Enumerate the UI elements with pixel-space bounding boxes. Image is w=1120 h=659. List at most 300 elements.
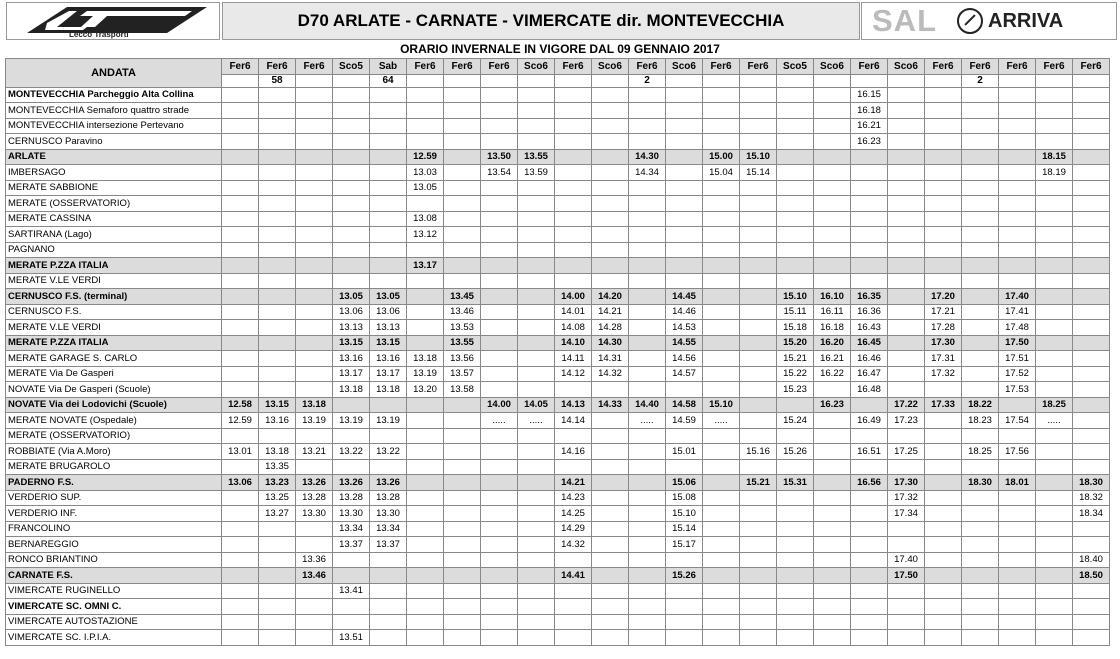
departure-time xyxy=(888,165,925,181)
departure-time xyxy=(814,258,851,274)
departure-time xyxy=(555,134,592,150)
departure-time xyxy=(777,614,814,630)
departure-time xyxy=(888,289,925,305)
departure-time xyxy=(925,506,962,522)
departure-time: 14.40 xyxy=(629,397,666,413)
departure-time xyxy=(814,165,851,181)
departure-time: 18.01 xyxy=(999,475,1036,491)
departure-time: 14.58 xyxy=(666,397,703,413)
departure-time: 18.30 xyxy=(962,475,999,491)
departure-time xyxy=(703,599,740,615)
departure-time xyxy=(999,490,1036,506)
departure-time xyxy=(740,366,777,382)
departure-time xyxy=(999,149,1036,165)
departure-time xyxy=(444,521,481,537)
departure-time xyxy=(555,459,592,475)
departure-time xyxy=(629,258,666,274)
departure-time xyxy=(814,475,851,491)
departure-time xyxy=(740,428,777,444)
departure-time xyxy=(777,227,814,243)
departure-time xyxy=(592,382,629,398)
departure-time xyxy=(370,568,407,584)
table-row xyxy=(6,537,1110,553)
departure-time xyxy=(999,630,1036,646)
departure-time xyxy=(518,180,555,196)
departure-time xyxy=(814,599,851,615)
departure-time xyxy=(666,382,703,398)
departure-time xyxy=(333,552,370,568)
departure-time xyxy=(592,134,629,150)
departure-time xyxy=(259,118,296,134)
departure-time: 18.34 xyxy=(1073,506,1110,522)
service-note xyxy=(444,74,481,87)
departure-time xyxy=(740,630,777,646)
departure-time xyxy=(259,599,296,615)
departure-time xyxy=(1073,351,1110,367)
departure-time: 15.26 xyxy=(777,444,814,460)
departure-time xyxy=(1073,180,1110,196)
departure-time xyxy=(999,227,1036,243)
departure-time xyxy=(1036,506,1073,522)
departure-time xyxy=(592,599,629,615)
departure-time: 13.30 xyxy=(370,506,407,522)
departure-time xyxy=(1036,196,1073,212)
stop-name: MERATE V.LE VERDI xyxy=(6,273,222,289)
departure-time xyxy=(222,196,259,212)
departure-time xyxy=(962,366,999,382)
service-type-header: Fer6 xyxy=(481,59,518,75)
departure-time xyxy=(370,258,407,274)
departure-time xyxy=(296,428,333,444)
departure-time: 13.19 xyxy=(407,366,444,382)
departure-time xyxy=(703,87,740,103)
departure-time: 18.19 xyxy=(1036,165,1073,181)
departure-time xyxy=(592,196,629,212)
departure-time: 15.08 xyxy=(666,490,703,506)
departure-time xyxy=(333,568,370,584)
departure-time: 13.25 xyxy=(259,490,296,506)
departure-time xyxy=(592,506,629,522)
departure-time xyxy=(666,273,703,289)
stop-name: MERATE Via De Gasperi xyxy=(6,366,222,382)
departure-time xyxy=(407,614,444,630)
departure-time xyxy=(370,87,407,103)
departure-time: 15.31 xyxy=(777,475,814,491)
departure-time xyxy=(888,351,925,367)
departure-time xyxy=(629,366,666,382)
departure-time xyxy=(703,506,740,522)
departure-time xyxy=(592,242,629,258)
sal-logo: SAL xyxy=(872,3,937,38)
departure-time xyxy=(555,87,592,103)
departure-time: 15.22 xyxy=(777,366,814,382)
departure-time xyxy=(962,134,999,150)
departure-time: 13.55 xyxy=(444,335,481,351)
departure-time xyxy=(370,149,407,165)
departure-time xyxy=(296,149,333,165)
departure-time xyxy=(259,583,296,599)
departure-time xyxy=(481,304,518,320)
departure-time xyxy=(481,118,518,134)
departure-time xyxy=(481,335,518,351)
departure-time xyxy=(407,397,444,413)
departure-time xyxy=(999,459,1036,475)
departure-time xyxy=(851,428,888,444)
departure-time xyxy=(851,614,888,630)
departure-time xyxy=(740,351,777,367)
table-row xyxy=(6,382,1110,398)
departure-time xyxy=(370,273,407,289)
departure-time xyxy=(999,568,1036,584)
departure-time xyxy=(925,444,962,460)
service-note xyxy=(666,74,703,87)
departure-time xyxy=(999,196,1036,212)
departure-time: 17.48 xyxy=(999,320,1036,336)
timetable-subtitle: ORARIO INVERNALE IN VIGORE DAL 09 GENNAIO 2017 xyxy=(400,42,720,56)
service-note xyxy=(296,74,333,87)
service-type-header: Sco6 xyxy=(518,59,555,75)
departure-time xyxy=(518,273,555,289)
departure-time xyxy=(1073,134,1110,150)
stop-name: MONTEVECCHIA intersezione Pertevano xyxy=(6,118,222,134)
departure-time xyxy=(1036,537,1073,553)
stop-name: MERATE P.ZZA ITALIA xyxy=(6,335,222,351)
departure-time xyxy=(999,118,1036,134)
departure-time xyxy=(481,444,518,460)
departure-time xyxy=(703,428,740,444)
departure-time xyxy=(703,134,740,150)
departure-time xyxy=(1036,630,1073,646)
departure-time xyxy=(851,196,888,212)
departure-time xyxy=(925,196,962,212)
departure-time: 17.50 xyxy=(888,568,925,584)
departure-time xyxy=(962,599,999,615)
direction-label: ANDATA xyxy=(6,59,222,88)
service-note xyxy=(777,74,814,87)
service-note xyxy=(851,74,888,87)
departure-time: 14.28 xyxy=(592,320,629,336)
departure-time xyxy=(296,211,333,227)
departure-time xyxy=(999,242,1036,258)
departure-time xyxy=(518,134,555,150)
departure-time xyxy=(777,583,814,599)
departure-time xyxy=(222,552,259,568)
stop-name: VIMERCATE RUGINELLO xyxy=(6,583,222,599)
departure-time xyxy=(1073,397,1110,413)
departure-time: 14.21 xyxy=(555,475,592,491)
departure-time: 14.32 xyxy=(592,366,629,382)
service-type-header: Fer6 xyxy=(703,59,740,75)
departure-time xyxy=(925,165,962,181)
departure-time xyxy=(666,196,703,212)
departure-time xyxy=(555,428,592,444)
departure-time: 15.00 xyxy=(703,149,740,165)
departure-time: 17.30 xyxy=(888,475,925,491)
departure-time xyxy=(518,521,555,537)
service-type-header: Sco5 xyxy=(333,59,370,75)
departure-time: 13.05 xyxy=(333,289,370,305)
table-row xyxy=(6,366,1110,382)
departure-time xyxy=(851,599,888,615)
service-type-header: Fer6 xyxy=(740,59,777,75)
table-row xyxy=(6,521,1110,537)
departure-time xyxy=(1073,366,1110,382)
departure-time xyxy=(222,165,259,181)
departure-time xyxy=(888,273,925,289)
departure-time xyxy=(1073,304,1110,320)
table-row xyxy=(6,459,1110,475)
departure-time: 15.01 xyxy=(666,444,703,460)
departure-time xyxy=(259,351,296,367)
departure-time xyxy=(1073,537,1110,553)
departure-time xyxy=(629,320,666,336)
departure-time xyxy=(629,87,666,103)
table-row xyxy=(6,552,1110,568)
departure-time: 13.55 xyxy=(518,149,555,165)
departure-time xyxy=(333,103,370,119)
departure-time xyxy=(703,242,740,258)
departure-time: 17.51 xyxy=(999,351,1036,367)
departure-time xyxy=(296,134,333,150)
departure-time xyxy=(703,335,740,351)
departure-time xyxy=(481,103,518,119)
departure-time xyxy=(1073,459,1110,475)
departure-time: 16.56 xyxy=(851,475,888,491)
table-row xyxy=(6,490,1110,506)
departure-time xyxy=(259,568,296,584)
departure-time xyxy=(592,258,629,274)
departure-time: 14.57 xyxy=(666,366,703,382)
departure-time xyxy=(925,118,962,134)
departure-time xyxy=(1073,630,1110,646)
departure-time xyxy=(814,242,851,258)
departure-time xyxy=(814,227,851,243)
departure-time xyxy=(333,614,370,630)
departure-time xyxy=(222,490,259,506)
service-note xyxy=(222,74,259,87)
departure-time: 16.18 xyxy=(814,320,851,336)
departure-time xyxy=(1036,289,1073,305)
departure-time xyxy=(518,304,555,320)
departure-time xyxy=(925,490,962,506)
service-type-header: Fer6 xyxy=(407,59,444,75)
departure-time xyxy=(222,614,259,630)
departure-time xyxy=(259,614,296,630)
departure-time xyxy=(333,149,370,165)
departure-time xyxy=(814,583,851,599)
departure-time xyxy=(925,87,962,103)
service-type-header: Sco6 xyxy=(814,59,851,75)
stop-name: NOVATE Via dei Lodovichi (Scuole) xyxy=(6,397,222,413)
departure-time xyxy=(925,552,962,568)
departure-time xyxy=(1073,87,1110,103)
table-row xyxy=(6,258,1110,274)
stop-name: CERNUSCO Paravino xyxy=(6,134,222,150)
departure-time xyxy=(481,614,518,630)
table-row xyxy=(6,335,1110,351)
departure-time xyxy=(629,630,666,646)
departure-time xyxy=(962,382,999,398)
departure-time xyxy=(962,211,999,227)
departure-time xyxy=(481,273,518,289)
departure-time: 13.30 xyxy=(296,506,333,522)
departure-time xyxy=(1036,490,1073,506)
arriva-logo xyxy=(957,8,1063,34)
departure-time xyxy=(518,490,555,506)
departure-time xyxy=(555,258,592,274)
departure-time xyxy=(592,273,629,289)
departure-time xyxy=(814,459,851,475)
departure-time xyxy=(888,304,925,320)
departure-time xyxy=(481,289,518,305)
departure-time xyxy=(629,289,666,305)
departure-time xyxy=(962,227,999,243)
departure-time: 13.18 xyxy=(407,351,444,367)
service-type-header: Sco5 xyxy=(777,59,814,75)
departure-time xyxy=(444,397,481,413)
departure-time xyxy=(407,630,444,646)
departure-time xyxy=(925,382,962,398)
departure-time xyxy=(888,537,925,553)
departure-time: 13.13 xyxy=(370,320,407,336)
departure-time xyxy=(518,242,555,258)
departure-time xyxy=(851,227,888,243)
departure-time xyxy=(333,180,370,196)
service-type-header: Fer6 xyxy=(962,59,999,75)
departure-time: 15.06 xyxy=(666,475,703,491)
service-type-header: Sco6 xyxy=(666,59,703,75)
departure-time: 18.30 xyxy=(1073,475,1110,491)
departure-time xyxy=(444,506,481,522)
departure-time xyxy=(222,599,259,615)
departure-time xyxy=(518,320,555,336)
stop-name: VIMERCATE AUTOSTAZIONE xyxy=(6,614,222,630)
departure-time xyxy=(333,242,370,258)
departure-time: 17.40 xyxy=(999,289,1036,305)
departure-time xyxy=(1073,382,1110,398)
departure-time xyxy=(481,382,518,398)
departure-time xyxy=(518,459,555,475)
departure-time: 17.32 xyxy=(888,490,925,506)
departure-time xyxy=(888,242,925,258)
departure-time xyxy=(259,521,296,537)
departure-time xyxy=(740,258,777,274)
departure-time xyxy=(740,490,777,506)
departure-time xyxy=(259,149,296,165)
departure-time xyxy=(1073,413,1110,429)
departure-time xyxy=(740,335,777,351)
departure-time xyxy=(518,351,555,367)
departure-time: 17.53 xyxy=(999,382,1036,398)
departure-time xyxy=(481,537,518,553)
departure-time xyxy=(333,428,370,444)
departure-time xyxy=(666,103,703,119)
departure-time xyxy=(370,599,407,615)
departure-time xyxy=(407,599,444,615)
stop-name: CERNUSCO F.S. xyxy=(6,304,222,320)
departure-time xyxy=(555,103,592,119)
departure-time xyxy=(999,521,1036,537)
departure-time: ..... xyxy=(629,413,666,429)
departure-time xyxy=(740,506,777,522)
departure-time xyxy=(444,552,481,568)
departure-time xyxy=(888,599,925,615)
departure-time xyxy=(444,537,481,553)
departure-time xyxy=(629,335,666,351)
timetable xyxy=(5,58,1110,646)
departure-time xyxy=(999,428,1036,444)
departure-time: 13.21 xyxy=(296,444,333,460)
departure-time xyxy=(888,320,925,336)
departure-time: 13.46 xyxy=(296,568,333,584)
departure-time xyxy=(592,475,629,491)
departure-time: 13.01 xyxy=(222,444,259,460)
departure-time xyxy=(444,87,481,103)
table-row xyxy=(6,583,1110,599)
departure-time xyxy=(851,490,888,506)
departure-time: 17.21 xyxy=(925,304,962,320)
departure-time xyxy=(888,521,925,537)
departure-time: 13.22 xyxy=(333,444,370,460)
departure-time xyxy=(407,537,444,553)
departure-time xyxy=(518,196,555,212)
departure-time xyxy=(703,351,740,367)
departure-time xyxy=(481,583,518,599)
departure-time xyxy=(1073,165,1110,181)
departure-time: 16.43 xyxy=(851,320,888,336)
departure-time xyxy=(777,165,814,181)
departure-time: 14.05 xyxy=(518,397,555,413)
departure-time xyxy=(703,304,740,320)
departure-time xyxy=(444,165,481,181)
departure-time xyxy=(222,304,259,320)
departure-time xyxy=(851,459,888,475)
departure-time xyxy=(1036,118,1073,134)
departure-time: 17.54 xyxy=(999,413,1036,429)
departure-time xyxy=(407,134,444,150)
departure-time: 16.22 xyxy=(814,366,851,382)
departure-time xyxy=(925,568,962,584)
departure-time xyxy=(481,568,518,584)
departure-time xyxy=(259,366,296,382)
departure-time xyxy=(444,599,481,615)
departure-time xyxy=(814,428,851,444)
departure-time xyxy=(370,614,407,630)
departure-time xyxy=(777,568,814,584)
departure-time xyxy=(925,614,962,630)
departure-time xyxy=(296,583,333,599)
table-row xyxy=(6,630,1110,646)
departure-time xyxy=(999,180,1036,196)
departure-time xyxy=(518,552,555,568)
stop-name: IMBERSAGO xyxy=(6,165,222,181)
departure-time xyxy=(703,227,740,243)
departure-time xyxy=(1036,87,1073,103)
departure-time xyxy=(962,149,999,165)
departure-time: 14.55 xyxy=(666,335,703,351)
departure-time xyxy=(888,366,925,382)
departure-time xyxy=(740,397,777,413)
departure-time xyxy=(407,335,444,351)
departure-time xyxy=(333,211,370,227)
departure-time xyxy=(1073,149,1110,165)
departure-time xyxy=(851,258,888,274)
departure-time xyxy=(777,273,814,289)
departure-time xyxy=(370,397,407,413)
departure-time xyxy=(925,227,962,243)
departure-time xyxy=(222,630,259,646)
departure-time xyxy=(481,227,518,243)
